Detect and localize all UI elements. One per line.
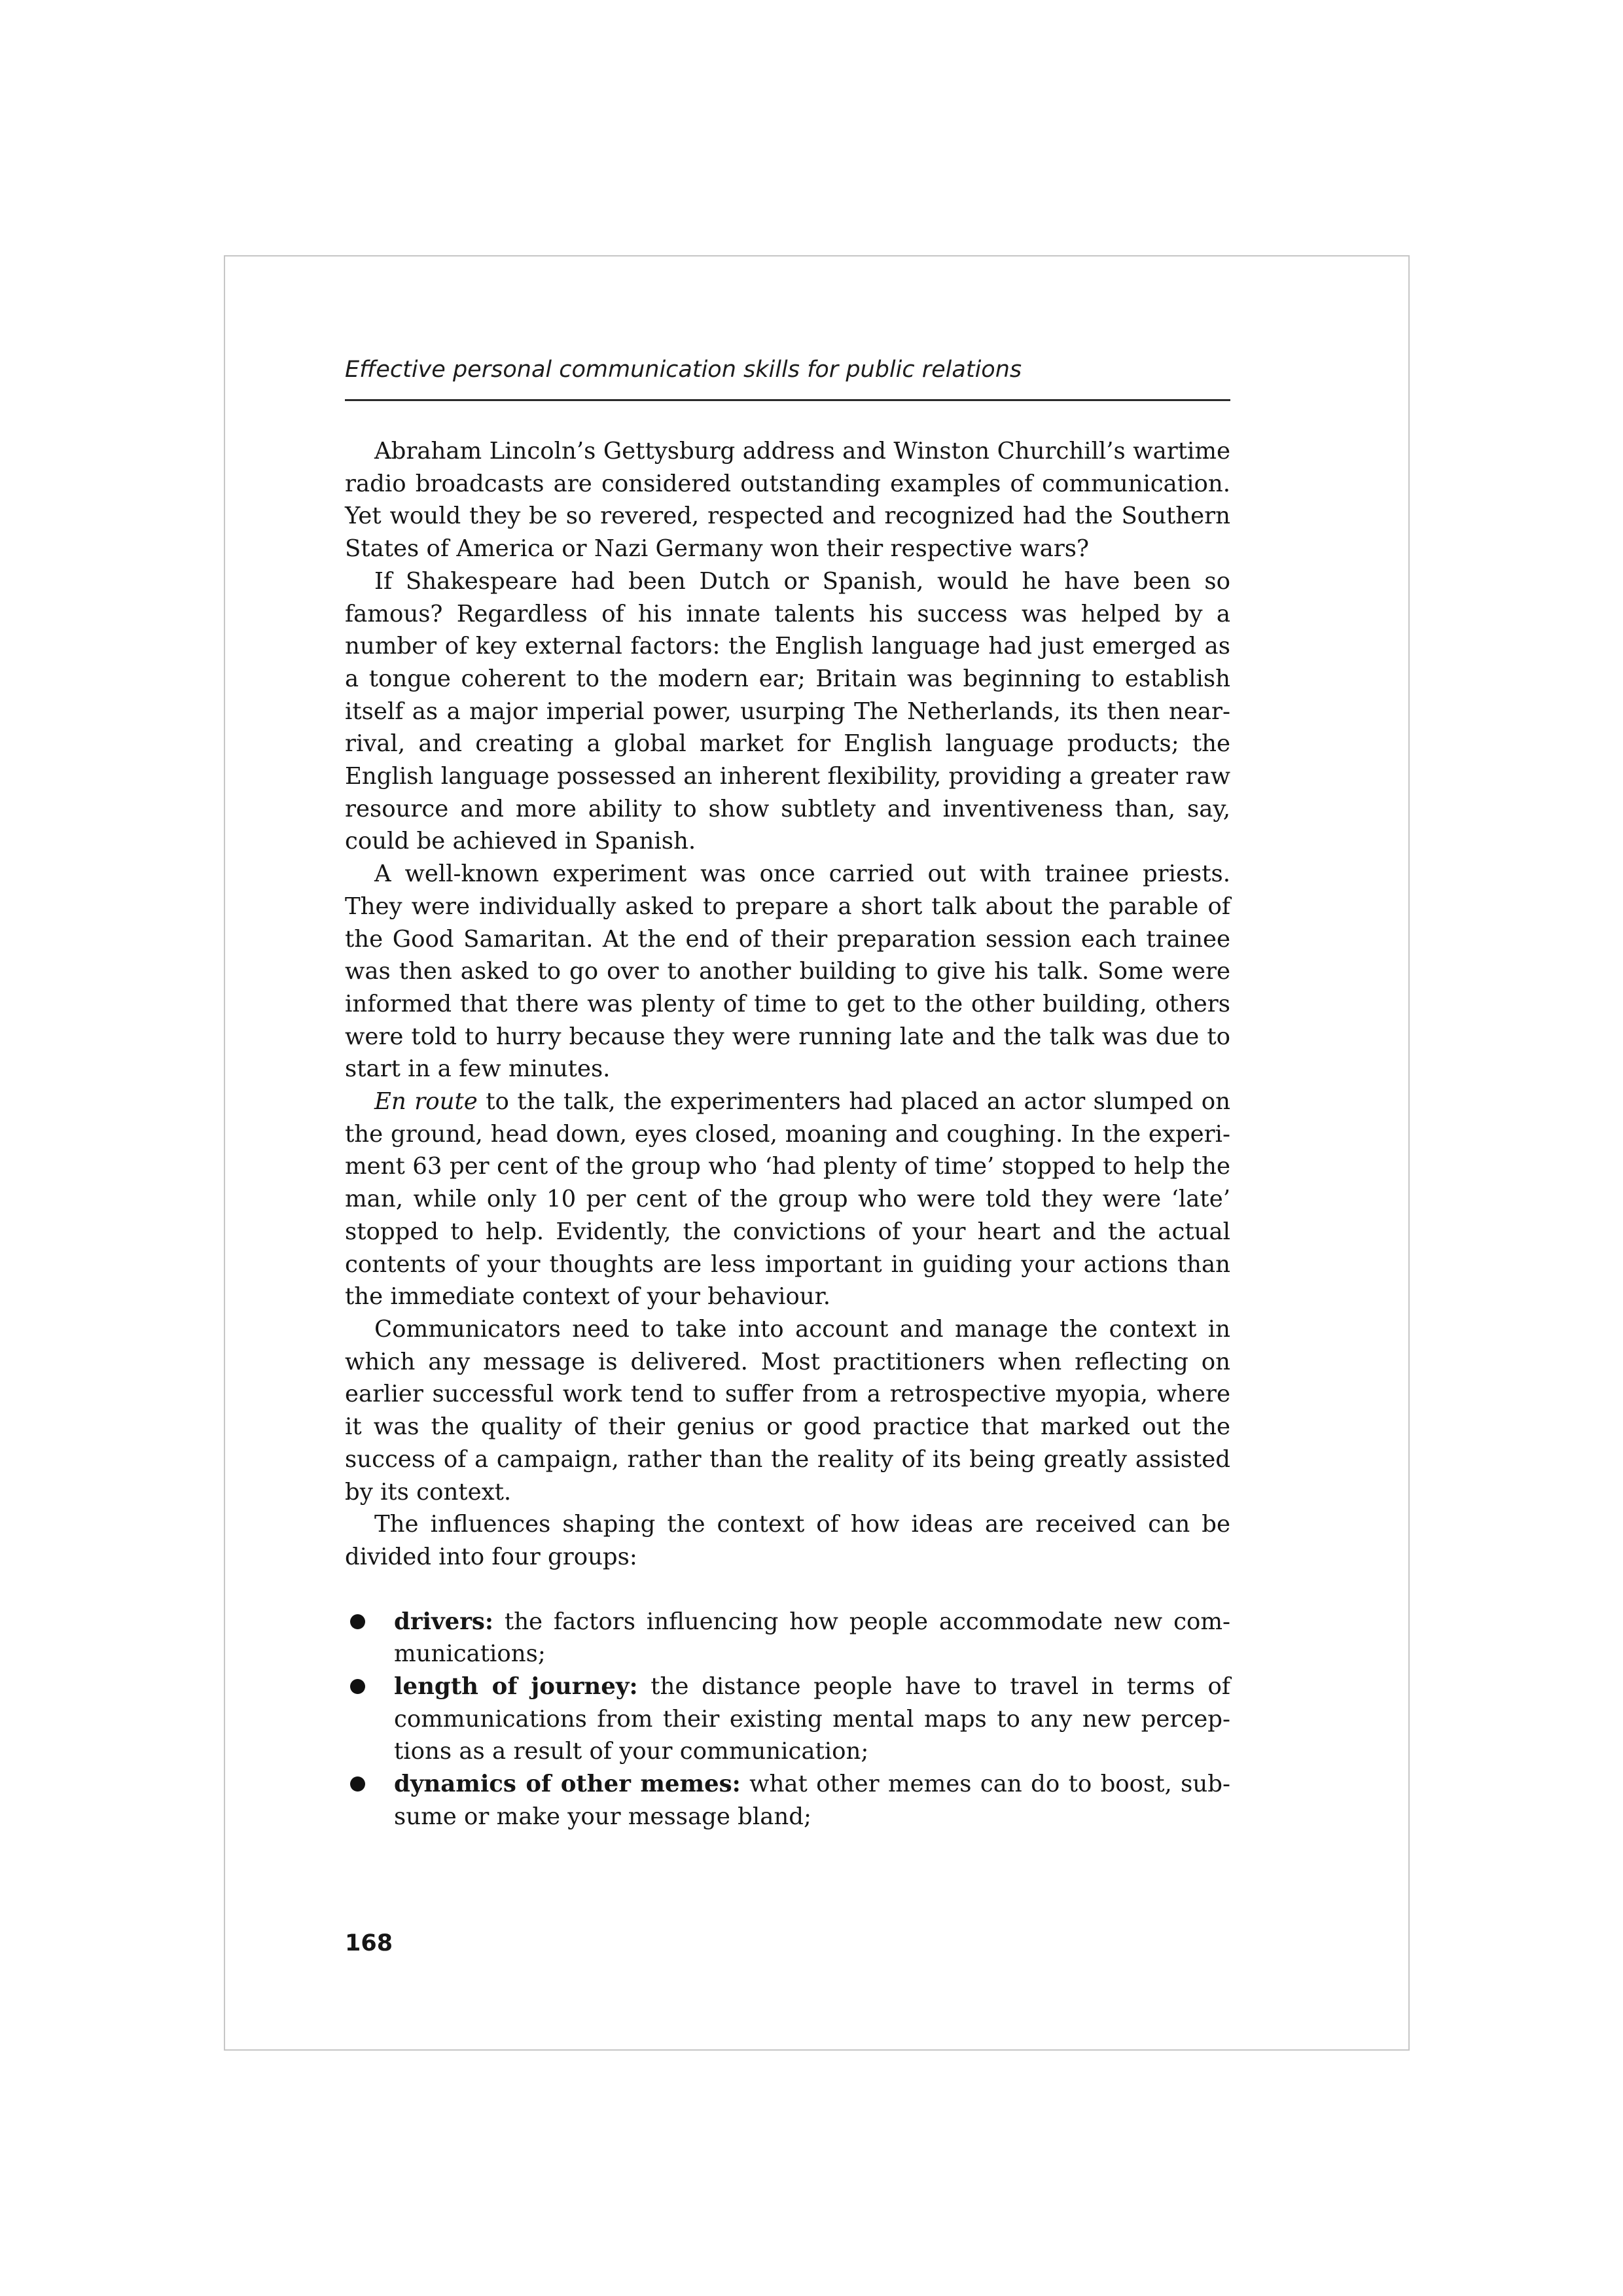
paragraph-text: A well-known experiment was once carried out with trainee priests. They were individually asked to prepare a short talk about the parable of the Good Samaritan. At the end of their preparation session each trainee was then asked to go over to another building to give his talk. Some were informed that there was plenty of time to get to the other building, others were told to hurry because they were running late and the talk was due to start in a few minutes. bbox=[345, 860, 1230, 1083]
body-text bbox=[345, 435, 1230, 1574]
bullet-icon bbox=[350, 1679, 365, 1694]
bullet-term: drivers: bbox=[394, 1608, 494, 1635]
list-item bbox=[345, 1606, 1230, 1670]
paragraph bbox=[345, 1313, 1230, 1508]
list-item bbox=[345, 1670, 1230, 1768]
bullet-term: dynamics of other memes: bbox=[394, 1771, 741, 1798]
page-content bbox=[345, 340, 1230, 1833]
paragraph-text: Communicators need to take into account and manage the context in which any message is delivered. Most practitioners when reflecting on earlier successful work tend to suffer from a retrospective myopia, where it was the quality of their genius or good practice that marked out the success of a campaign, rather than the reality of its being greatly assisted by its context. bbox=[345, 1315, 1230, 1506]
bullet-icon bbox=[350, 1776, 365, 1792]
paragraph-text: Abraham Lincoln’s Gettysburg address and Winston Churchill’s wartime radio broadcasts are considered outstanding examples of communication. Yet would they be so revered, respected and recognized had the Southern States of America or Nazi Germany won their respective wars? bbox=[345, 438, 1230, 563]
bullet-text: the distance people have to travel in terms of communications from their existing mental maps to any new perceptions as a result of your communication; bbox=[394, 1673, 1230, 1765]
paragraph bbox=[345, 1086, 1230, 1313]
paragraph-lead-italic: En route bbox=[374, 1088, 478, 1116]
paragraph bbox=[345, 858, 1230, 1086]
bullet-list bbox=[345, 1606, 1230, 1833]
bullet-text: what other memes can do to boost, subsume or make your message bland; bbox=[394, 1771, 1230, 1830]
paragraph-text: If Shakespeare had been Dutch or Spanish, would he have been so famous? Regardless of his innate talents his success was helped by a number of key external factors: the English language had just emerged as a tongue coherent to the modern ear; Britain was beginning to establish itself as a major imperial power, usurping The Netherlands, its then near-rival, and creating a global market for English language products; the English language possessed an inherent flexibility, providing a greater raw resource and more ability to show subtlety and inventiveness than, say, could be achieved in Spanish. bbox=[345, 567, 1230, 855]
page-number: 168 bbox=[345, 1930, 393, 1956]
running-head: Effective personal communication skills for public relations bbox=[345, 340, 1230, 401]
paragraph bbox=[345, 1508, 1230, 1573]
paragraph-text: The influences shaping the context of how ideas are received can be divided into four groups: bbox=[345, 1511, 1230, 1570]
paragraph-text: to the talk, the experimenters had placed an actor slumped on the ground, head down, eyes closed, moaning and coughing. In the experiment 63 per cent of the group who ‘had plenty of time’ stopped to help the man, while only 10 per cent of the group who were told they were ‘late’ stopped to help. Evidently, the convictions of your heart and the actual contents of your thoughts are less important in guiding your actions than the immediate context of your behaviour. bbox=[345, 1088, 1230, 1311]
bullet-term: length of journey: bbox=[394, 1673, 638, 1701]
paragraph bbox=[345, 565, 1230, 858]
list-item bbox=[345, 1768, 1230, 1833]
bullet-text: the factors influencing how people accommodate new communications; bbox=[394, 1608, 1230, 1668]
bullet-icon bbox=[350, 1614, 365, 1629]
paragraph bbox=[345, 435, 1230, 565]
